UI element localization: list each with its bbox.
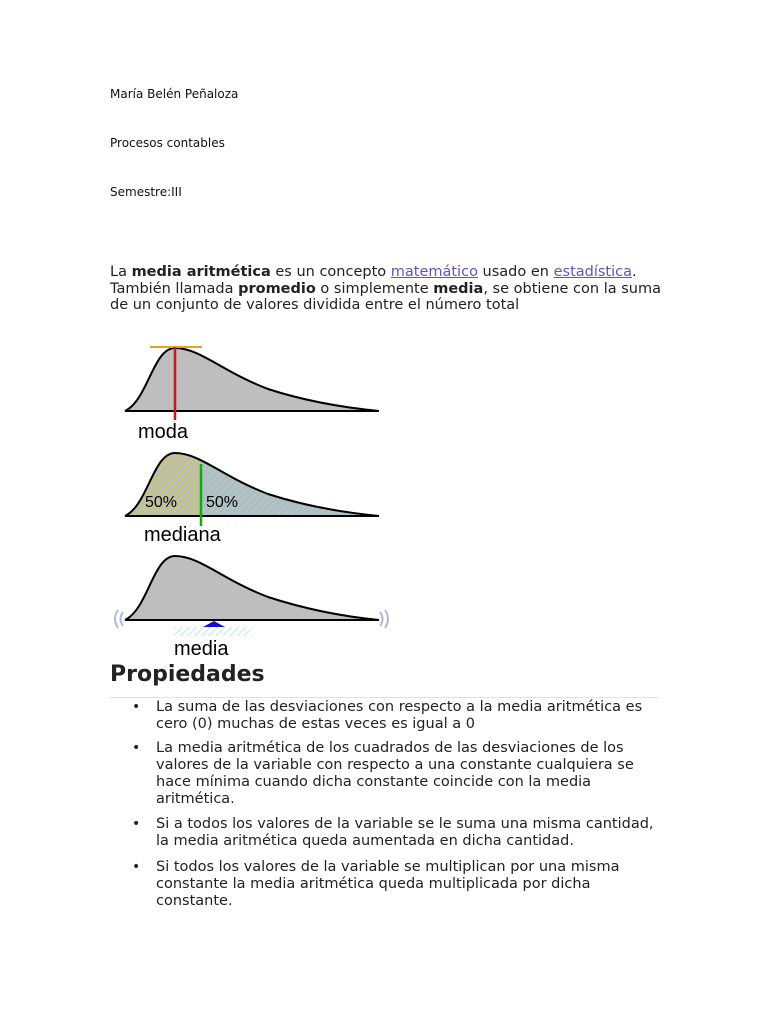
left-percent-label: 50%	[145, 494, 178, 511]
moda-curve	[125, 348, 379, 411]
mean-median-mode-diagram	[108, 340, 398, 662]
link-matematico[interactable]: matemático	[390, 264, 478, 280]
right-percent-label: 50%	[206, 494, 239, 511]
media-label: media	[174, 638, 229, 660]
intro-text: La	[110, 264, 132, 280]
list-item	[110, 699, 658, 733]
list-item-text: Si todos los valores de la variable se multiplican por una misma constante la media aritmética queda multiplicada por dicha constante.	[156, 859, 620, 909]
list-item-text: La media aritmética de los cuadrados de las desviaciones de los valores de la variable con respecto a una constante cualquiera se hace mínima cuando dicha constante coincide con la media aritmética.	[156, 740, 634, 807]
properties-heading: Propiedades	[110, 662, 265, 687]
author-name: María Belén Peñaloza	[110, 87, 239, 101]
bullet-icon: •	[132, 859, 141, 875]
moda-label: moda	[138, 421, 189, 443]
bullet-icon: •	[132, 699, 141, 715]
semester-label: Semestre:III	[110, 185, 182, 199]
fulcrum-base	[174, 627, 252, 636]
wobble-left-icon	[121, 612, 124, 626]
term-media-aritmetica: media aritmética	[131, 264, 271, 280]
intro-text: . También llamada	[110, 264, 637, 297]
intro-text: es un concepto	[270, 264, 391, 280]
intro-text: usado en	[477, 264, 554, 280]
list-item-text: La suma de las desviaciones con respecto a la media aritmética es cero (0) muchas de estas veces es igual a 0	[156, 699, 643, 732]
moda-plot	[125, 347, 379, 443]
media-curve	[125, 556, 379, 620]
list-item	[110, 859, 658, 910]
heading-divider	[110, 697, 658, 698]
properties-list	[110, 699, 658, 910]
term-promedio: promedio	[238, 280, 316, 297]
fulcrum-triangle-icon	[203, 621, 225, 627]
intro-paragraph	[110, 264, 662, 314]
bullet-icon: •	[132, 816, 141, 832]
mediana-plot	[125, 453, 379, 546]
term-media: media	[433, 280, 484, 297]
mediana-label: mediana	[144, 524, 221, 546]
intro-text: , se obtiene con la suma de un conjunto de valores dividida entre el número total	[110, 280, 661, 313]
wobble-right-icon	[385, 610, 388, 628]
list-item	[110, 816, 658, 850]
wobble-left-icon	[115, 610, 118, 628]
list-item-text: Si a todos los valores de la variable se le suma una misma cantidad, la media aritmética queda aumentada en dicha cantidad.	[156, 816, 654, 849]
list-item	[110, 740, 658, 808]
wobble-right-icon	[380, 612, 383, 626]
bullet-icon: •	[132, 740, 141, 756]
course-name: Procesos contables	[110, 136, 225, 150]
link-estadistica[interactable]: estadística	[553, 264, 632, 280]
media-plot	[115, 556, 388, 660]
intro-text: o simplemente	[315, 280, 434, 297]
